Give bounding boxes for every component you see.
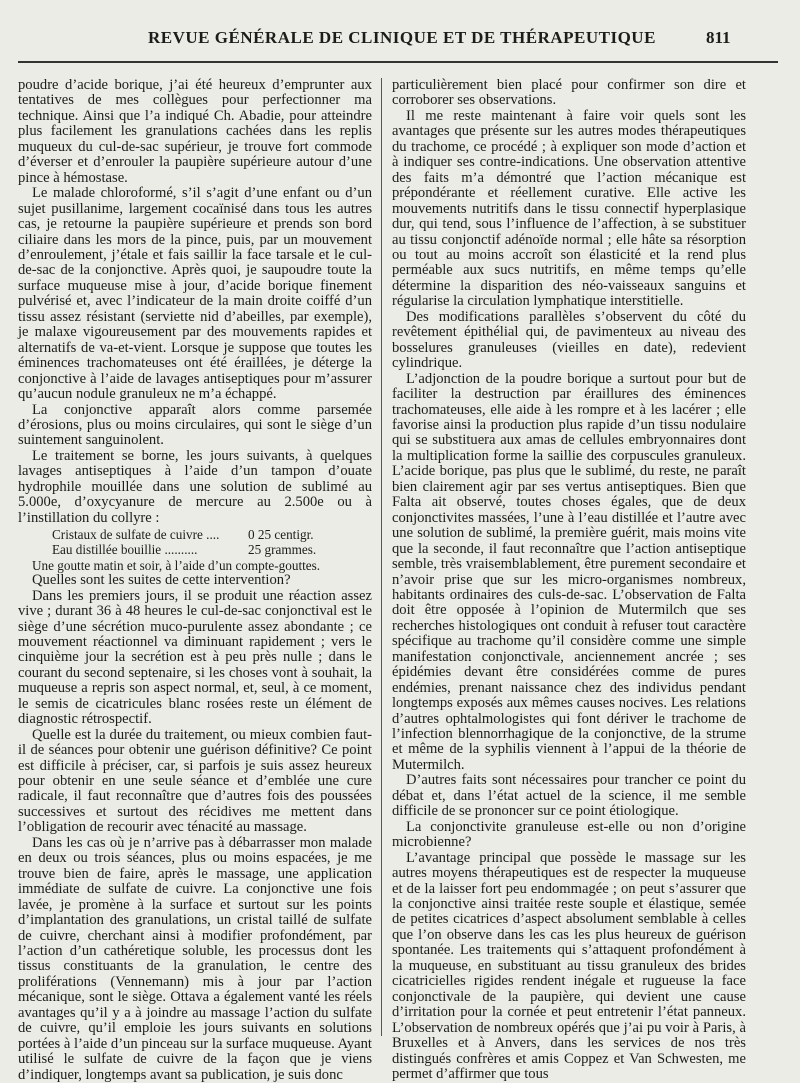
- paragraph: Dans les premiers jours, il se produit une réaction assez vive ; durant 36 à 48 heures le cul-de-sac conjonctival est le siège d’une sécrétion muco-purulente assez abondante ; ce mouvement réactionnel va diminuant rapidement ; vers le cinquième jour la secrétion est à peu près nulle ; dans le courant du second septenaire, si les choses vont à souhait, la muqueuse a repris son aspect normal, et, seul, à ce moment, le semis de cicatricules blanc rosées reste un élément de diagnostic rétrospectif.: [18, 587, 372, 728]
- paragraph: Quelle est la durée du traitement, ou mieux combien faut-il de séances pour obtenir une guérison définitive? Ce point est difficile à préciser, car, si parfois je suis assez heureux pour obtenir en une seule séance et d’emblée une cure radicale, il faut reconnaître que d’autres fois des poussées successives et surtout des récidives me mettent dans l’obligation de recourir avec ténacité au massage.: [18, 726, 372, 836]
- paragraph: Dans les cas où je n’arrive pas à débarrasser mon malade en deux ou trois séances, plus ou moins espacées, je me trouve bien de faire, après le massage, une application immédiate de sulfate de cuivre. La conjonctive une fois lavée, je promène à la surface et surtout sur les points d’implantation des granulations, un cristal taillé de sulfate de cuivre, cherchant ainsi à modifier profondément, par l’action d’un cathéretique soluble, les processus dont les tissus constituants de la granulation, le centre des proliférations (Vennemann) mis à jour par l’action mécanique, sont le siège. Ottava a également vanté les réels avantages qu’il y a à joindre au massage l’action du sulfate de cuivre, qu’il emploie les jours suivants en solutions portées à l’aide d’un pinceau sur la surface muqueuse. Ayant utilisé le sulfate de cuivre de la façon que je viens d’indiquer, longtemps avant sa publication, je suis donc: [18, 834, 372, 1083]
- paragraph: Le traitement se borne, les jours suivants, à quelques lavages antiseptiques à l’aide d’un tampon d’ouate hydrophile mouillée dans une solution de sublimé au 5.000e, d’oxycyanure de mercure au 2.500e ou à l’instillation du collyre :: [18, 447, 372, 526]
- ingredient-name: Cristaux de sulfate de cuivre ....: [52, 527, 220, 543]
- paragraph: La conjonctivite granuleuse est-elle ou non d’origine microbienne?: [392, 818, 746, 851]
- journal-title: REVUE GÉNÉRALE DE CLINIQUE ET DE THÉRAPEUTIQUE: [148, 28, 656, 47]
- paragraph: D’autres faits sont nécessaires pour trancher ce point du débat et, dans l’état actuel de la science, il me semble difficile de se prononcer sur ce point étiologique.: [392, 772, 746, 820]
- paragraph: Des modifications parallèles s’observent du côté du revêtement épithélial qui, de pavimenteux au niveau des bosselures granuleuses (vieilles en date), redevient cylindrique.: [392, 308, 746, 372]
- right-column: [392, 78, 746, 1082]
- prescription: [52, 527, 372, 557]
- dosage-note: Une goutte matin et soir, à l’aide d’un compte-gouttes.: [32, 558, 321, 574]
- paragraph: Il me reste maintenant à faire voir quels sont les avantages que présente sur les autres modes thérapeutiques du trachome, ce procédé ; à expliquer son mode d’action et à indiquer ses contre-indications. Une observation attentive des faits m’a démontré que l’action mécanique est prépondérante et réellement curative. Elle active les mouvements nutritifs dans le tissu connectif hyperplasique dur, qui tend, sous l’influence de l’affection, à se substituer au tissu conjonctif adénoïde normal ; elle hâte sa résorption ou tout au moins accroît son élasticité et la rend plus perméable aux sucs nutritifs, en même temps qu’elle détermine la disparition des néo-vaisseaux sanguins et régularise la circulation lymphatique interstitielle.: [392, 107, 746, 310]
- paragraph: L’avantage principal que possède le massage sur les autres moyens thérapeutiques est de respecter la muqueuse et de la laisser fort peu endommagée ; on peut s’assurer que la conjonctive ainsi traitée reste souple et élastique, semée de petites cicatrices d’aspect absolument semblable à celles que l’on observe dans les cas les plus heureux de guérison spontanée. Les traitements qui s’attaquent profondément à la muqueuse, en substituant au tissu granuleux des brides cicatricielles rigides rendent inégale et rugueuse la face conjonctivale de la paupière, qui devient une cause d’irritation pour la cornée et peut entretenir l’état panneux. L’observation de nombreux opérés que j’ai pu voir à Paris, à Bruxelles et à Anvers, dans les services de nos très distingués confrères et amis Coppez et Van Schwesten, me permet d’affirmer que tous: [392, 849, 746, 1082]
- ingredient-name: Eau distillée bouillie ..........: [52, 542, 198, 558]
- paragraph: particulièrement bien placé pour confirmer son dire et corroborer ses observations.: [392, 77, 746, 109]
- paragraph: Quelles sont les suites de cette intervention?: [32, 572, 291, 589]
- ingredient-quantity: 25 grammes.: [248, 542, 317, 558]
- prescription-line: [52, 527, 372, 542]
- paragraph: La conjonctive apparaît alors comme parsemée d’érosions, plus ou moins circulaires, qui sont le siège d’un suintement sanguinolent.: [18, 401, 372, 449]
- running-header: [0, 26, 800, 56]
- paragraph: Le malade chloroformé, s’il s’agit d’une enfant ou d’un sujet pusillanime, largement cocaïnisé dans tous les autres cas, je retourne la paupière supérieure et prends son bord ciliaire dans les mors de la pince, puis, par un mouvement d’enroulement, j’étale et fais saillir la face tarsale et le cul-de-sac de la conjonctive. Après quoi, je saupoudre toute la surface muqueuse mise à jour, d’acide borique finement pulvérisé et, avec l’indicateur de la main droite coiffé d’un tissu assez résistant (serviette nid d’abeilles, par exemple), je malaxe vigoureusement par des mouvements rapides et alternatifs de va-et-vient. Lorsque je suppose que toutes les éminences trachomateuses ont été éraillées, je déterge la conjonctive à l’aide de lavages antiseptiques pour m’assurer qu’aucun nodule granuleux ne m’a échappé.: [18, 185, 372, 403]
- paragraph: L’adjonction de la poudre borique a surtout pour but de faciliter la destruction par éraillures des éminences trachomateuses, elle aide à les rompre et à les lacérer ; elle favorise ainsi la production plus rapide d’un tissu nodulaire qui se substituera aux amas de cellules embryonnaires dont la multiplication forme la saillie des corpuscules granuleux. L’acide borique, pas plus que le sublimé, du reste, ne paraît bien clairement agir par ses vertus antiseptiques. Bien que Falta ait observé, toutes choses égales, que de deux conjonctivites massées, l’une à l’eau distillée et l’autre avec une solution de sublimé, la première guérit, mais moins vite que la seconde, il faut reconnaître que l’action antiseptique semble, très vraisemblablement, être purement secondaire et n’avoir prise que sur les micro-organismes nombreux, habitants ordinaires des culs-de-sac. L’observation de Falta doit être opposée à l’opinion de Mutermilch que ses recherches histologiques ont conduit à refuser tout caractère spécifique au trachome qu’il considère comme une simple manifestation conjonctivale, anciennement ancrée ; ses épidémies devant être considérées comme de pures endémies, prenant naissance chez des individus pendant longtemps exposés aux mêmes causes nocives. Les relations d’autres ophtalmologistes qui font dériver le trachome de l’infection blennorrhagique de la conjonctive, de la strume et même de la syphilis viennent à l’appui de la théorie de Mutermilch.: [392, 370, 746, 773]
- prescription-line: [52, 542, 372, 557]
- page-number: 811: [706, 28, 731, 47]
- column-divider: [381, 78, 382, 1036]
- paragraph: poudre d’acide borique, j’ai été heureux d’emprunter aux tentatives de mes collègues pour perfectionner ma technique. Ainsi que l’a indiqué Ch. Abadie, pour atteindre plus facilement les granulations cachées dans les replis muqueux du cul-de-sac supérieur, je trouve fort commode d’éverser et d’enrouler la paupière supérieure autour d’une pince à hémostase.: [18, 77, 372, 186]
- header-rule: [18, 61, 778, 63]
- ingredient-quantity: 0 25 centigr.: [248, 527, 314, 543]
- left-column: [18, 78, 372, 1083]
